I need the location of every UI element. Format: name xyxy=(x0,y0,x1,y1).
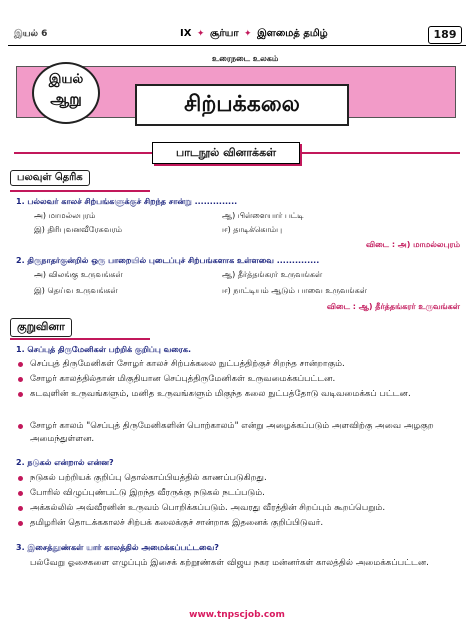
answer-1: விடை : அ) மாமல்லபுரம் xyxy=(366,240,460,249)
mcq-section-label xyxy=(10,170,140,188)
mcq-question-1 xyxy=(16,197,237,207)
question-text: திருநாதர்குன்றில் ஒரு பாறையில் புடைப்புச் சிற்பங்களாக உள்ளவை .............. xyxy=(27,256,320,265)
divider-left xyxy=(14,152,152,154)
bullet-text: போரில் விழுப்புண்பட்டு இறந்த வீரருக்கு நடுகல் நடப்படும். xyxy=(30,488,265,498)
chapter-label: இயல் 6 xyxy=(14,29,48,39)
bullet-item xyxy=(30,502,456,515)
textbook-questions-heading: பாடநூல் வினாக்கள் xyxy=(152,142,300,164)
bullet-item xyxy=(30,358,456,371)
option-c: இ) தெய்வ உருவங்கள் xyxy=(34,286,118,295)
bullet-text: நடுகல் பற்றியக் குறிப்பு தொல்காப்பியத்தில் காணப்படுகிறது. xyxy=(30,473,267,483)
short-underline xyxy=(10,338,150,340)
question-text: இசைத்தூண்கள் யார் காலத்தில் அமைக்கப்பட்டவை? xyxy=(27,543,219,552)
chapter-title: சிற்பக்கலை xyxy=(135,84,349,126)
question-text: பல்லவர் காலச் சிற்பங்களுக்குச் சிறந்த சான்று .............. xyxy=(27,197,238,206)
question-number: 1. xyxy=(16,345,25,354)
option-c: இ) திரிபுவனவீரேசுவரம் xyxy=(34,225,123,234)
short-label: குறுவினா xyxy=(10,318,72,337)
answer-paragraph: பல்வேறு ஓசைகளை எழுப்பும் இசைக் கற்றூண்கள் விஜய நகர மன்னர்கள் காலத்தில் அமைக்கப்பட்டன. xyxy=(30,558,429,568)
short-question-1 xyxy=(16,345,191,355)
bullet-item xyxy=(30,472,456,485)
short-question-2 xyxy=(16,458,114,468)
question-number: 3. xyxy=(16,543,25,552)
iyal-label: இயல் xyxy=(48,72,84,87)
question-number: 2. xyxy=(16,256,25,265)
mcq-label: பலவுள் தெரிக xyxy=(10,170,90,186)
footer-link[interactable]: www.tnpscjob.com xyxy=(189,610,285,620)
option-a: அ) மாமல்லபுரம் xyxy=(34,211,96,220)
brand-label: சூர்யா xyxy=(209,28,239,39)
star-icon: ✦ xyxy=(196,29,205,39)
short-section-label xyxy=(10,318,140,336)
bullet-icon xyxy=(18,377,23,382)
question-text: செப்புத் திருமேனிகள் பற்றிக் குறிப்பு வரைக. xyxy=(27,345,192,354)
option-b: ஆ) பிள்ளையார் பட்டி xyxy=(222,211,304,220)
bullet-item xyxy=(30,373,456,386)
series-label: இளமைத் தமிழ் xyxy=(257,28,328,39)
page-number: 189 xyxy=(428,26,462,44)
bullet-text: அக்கல்லில் அவ்வீரனின் உருவம் பொறிக்கப்படும். அவரது வீரத்தின் சிறப்பும் கூறப்பெறும். xyxy=(30,503,386,513)
iyal-badge xyxy=(32,62,100,124)
bullet-icon xyxy=(18,362,23,367)
divider-right xyxy=(302,152,460,154)
bullet-text: தமிழரின் தொடக்ககாலச் சிற்பக் கலைக்குச் சான்றாக இதனைக் குறிப்பிடுவர். xyxy=(30,518,324,528)
bullet-text: கடவுளின் உருவங்களும், மனித உருவங்களும் மிகுந்த கலை நுட்பத்தோடு வடிவமைக்கப் பட்டன. xyxy=(30,389,411,399)
option-d: ஈ) நாட்டியம் ஆடும் பாவை உருவங்கள் xyxy=(222,286,368,295)
bullet-text: சோழர் காலம் "செப்புத் திருமேனிகளின் பொற்காலம்" என்று அழைக்கப்படும் அளவிற்கு அவை அழகுற அமைந்துள்ளன. xyxy=(30,421,434,444)
book-title xyxy=(180,28,328,40)
bullet-item xyxy=(30,517,456,530)
chapter-title-area xyxy=(16,52,456,124)
bullet-icon xyxy=(18,521,23,526)
option-d: ஈ) தாடிக்கொம்பு xyxy=(222,225,283,234)
bullet-text: செப்புத் திருமேனிகள் சோழர் காலச் சிற்பக்கலை நுட்பத்திற்குச் சிறந்த சான்றாகும். xyxy=(30,359,345,369)
section-subtitle: உரைநடை உலகம் xyxy=(212,54,279,63)
bullet-icon xyxy=(18,392,23,397)
bullet-icon xyxy=(18,424,23,429)
bullet-icon xyxy=(18,491,23,496)
bullet-item xyxy=(30,388,456,401)
bullet-item xyxy=(30,420,456,446)
question-number: 1. xyxy=(16,197,25,206)
bullet-icon xyxy=(18,506,23,511)
answer-2: விடை : ஆ) தீர்த்தங்கரர் உருவங்கள் xyxy=(326,302,460,311)
grade-label: IX xyxy=(180,28,192,39)
mcq-underline xyxy=(10,190,150,192)
question-number: 2. xyxy=(16,458,25,467)
bullet-text: சோழர் காலத்தில்தான் மிகுதியான செப்புத்திருமேனிகள் உருவமைக்கப்பட்டன. xyxy=(30,374,336,384)
short-question-3 xyxy=(16,543,219,553)
option-a: அ) விலங்கு உருவங்கள் xyxy=(34,270,123,279)
mcq-question-2 xyxy=(16,256,319,266)
bullet-icon xyxy=(18,476,23,481)
question-text: நடுகல் என்றால் என்ன? xyxy=(27,458,114,467)
bullet-item xyxy=(30,487,456,500)
iyal-number: ஆறு xyxy=(50,90,82,108)
option-b: ஆ) தீர்த்தங்கரர் உருவங்கள் xyxy=(222,270,323,279)
page-header xyxy=(8,26,466,48)
star-icon: ✦ xyxy=(244,29,252,39)
